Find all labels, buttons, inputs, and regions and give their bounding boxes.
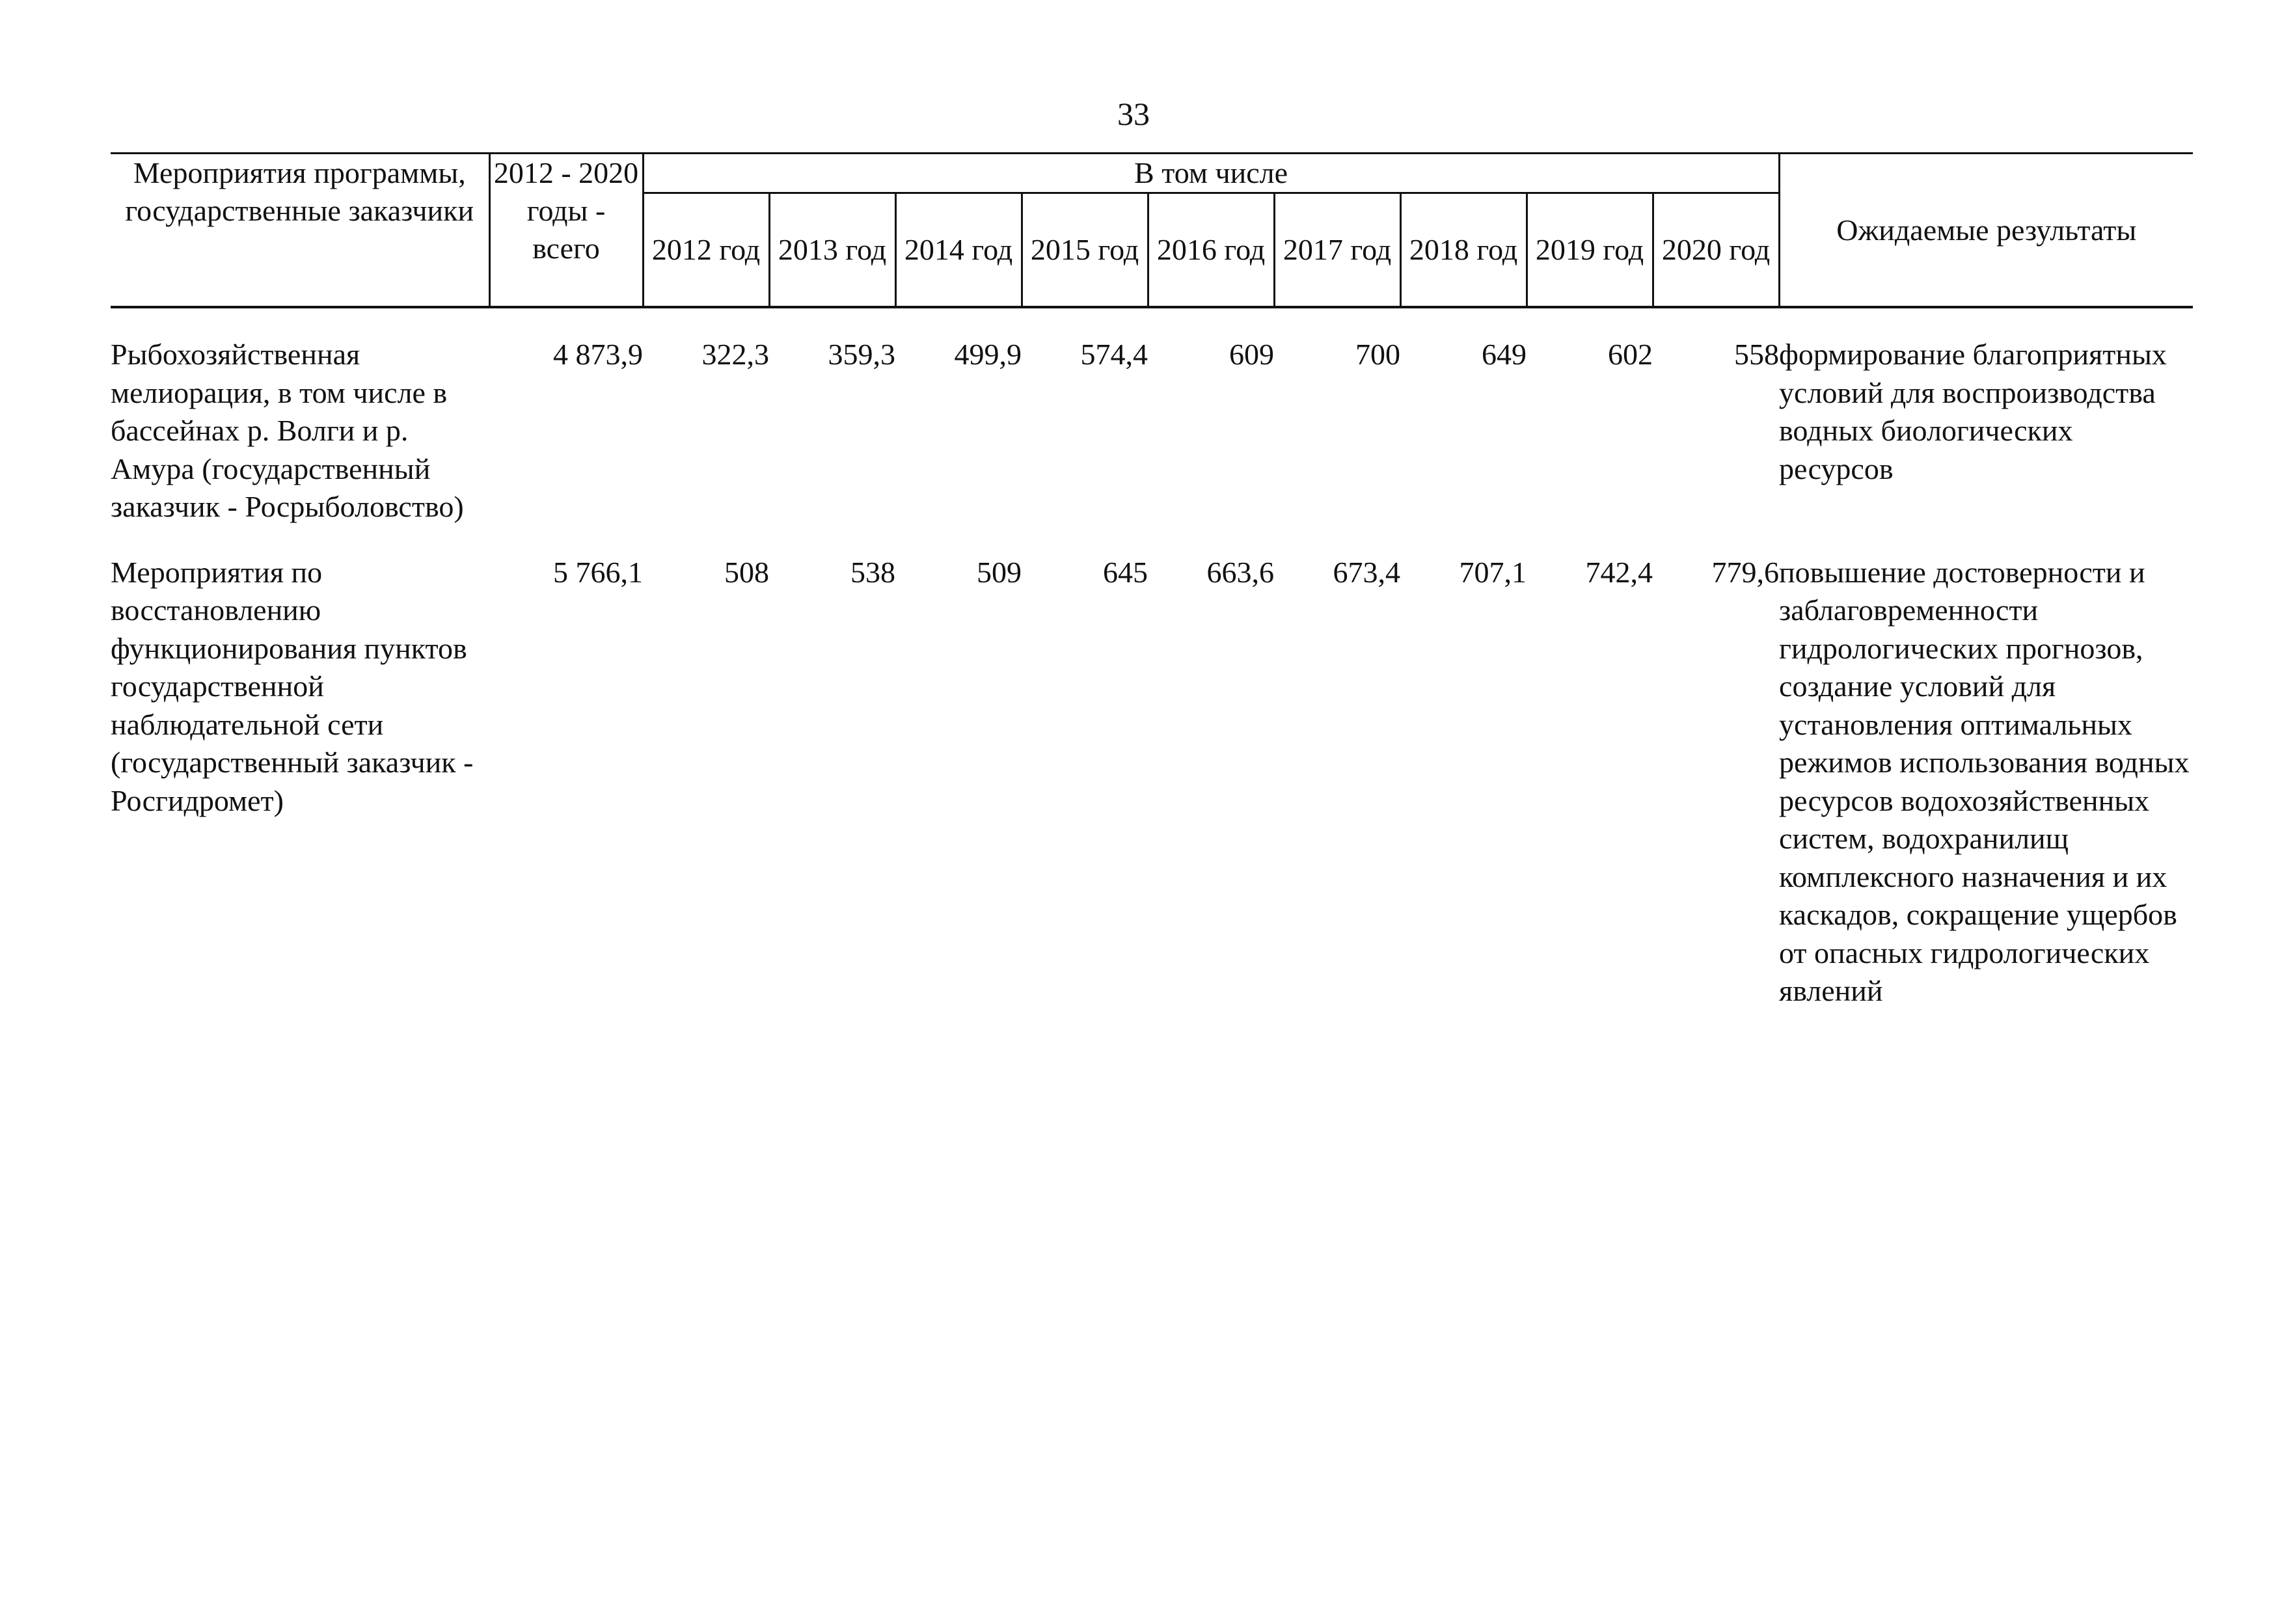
row-value: 649	[1482, 338, 1527, 371]
table-row	[111, 307, 2193, 554]
header-year: 2016 год	[1148, 193, 1274, 308]
row-value: 509	[977, 555, 1022, 589]
header-total: 2012 - 2020 годы - всего	[489, 154, 643, 308]
table-row	[111, 554, 2193, 1010]
header-year: 2017 год	[1274, 193, 1400, 308]
row-value: 645	[1103, 555, 1148, 589]
header-year: 2015 год	[1022, 193, 1148, 308]
row-value: 508	[724, 555, 769, 589]
row-total: 4 873,9	[553, 338, 643, 371]
row-value: 779,6	[1711, 555, 1780, 589]
page-number: 33	[1117, 96, 1150, 132]
row-value: 574,4	[1080, 338, 1148, 371]
row-value: 558	[1734, 338, 1780, 371]
row-value: 673,4	[1333, 555, 1400, 589]
row-result: формирование благоприятных условий для воспроизводства водных биологических ресурсов	[1779, 338, 2167, 485]
row-value: 663,6	[1206, 555, 1274, 589]
table-header	[111, 154, 2193, 308]
row-value: 700	[1355, 338, 1400, 371]
table-body	[111, 307, 2193, 1010]
row-value: 499,9	[954, 338, 1022, 371]
header-row-top	[111, 154, 2193, 193]
header-year: 2014 год	[895, 193, 1022, 308]
header-expected-results: Ожидаемые результаты	[1779, 154, 2193, 308]
row-activity: Рыбохозяйственная мелиорация, в том числе в бассейнах р. Волги и р. Амура (государственный заказчик - Росрыболовство)	[111, 338, 464, 523]
header-year: 2013 год	[769, 193, 895, 308]
header-year: 2018 год	[1400, 193, 1527, 308]
row-value: 359,3	[828, 338, 895, 371]
header-year: 2020 год	[1653, 193, 1779, 308]
row-result: повышение достоверности и заблаговременности гидрологических прогнозов, создание условий для установления оптимальных режимов использования водных ресурсов водохозяйственных систем, водохранилищ комплексного назначения и их каскадов, сокращение ущербов от опасных гидрологических явлений	[1779, 555, 2190, 1007]
budget-table	[111, 152, 2193, 1010]
row-value: 707,1	[1459, 555, 1527, 589]
row-total: 5 766,1	[553, 555, 643, 589]
row-value: 609	[1229, 338, 1274, 371]
row-value: 602	[1608, 338, 1653, 371]
row-value: 742,4	[1585, 555, 1653, 589]
header-year: 2019 год	[1527, 193, 1653, 308]
header-year: 2012 год	[643, 193, 769, 308]
row-value: 538	[850, 555, 895, 589]
row-value: 322,3	[701, 338, 769, 371]
header-activity: Мероприятия программы, государственные заказчики	[111, 154, 489, 308]
header-including: В том числе	[643, 154, 1779, 193]
row-activity: Мероприятия по восстановлению функционирования пунктов государственной наблюдательной сети (государственный заказчик - Росгидромет)	[111, 555, 474, 817]
